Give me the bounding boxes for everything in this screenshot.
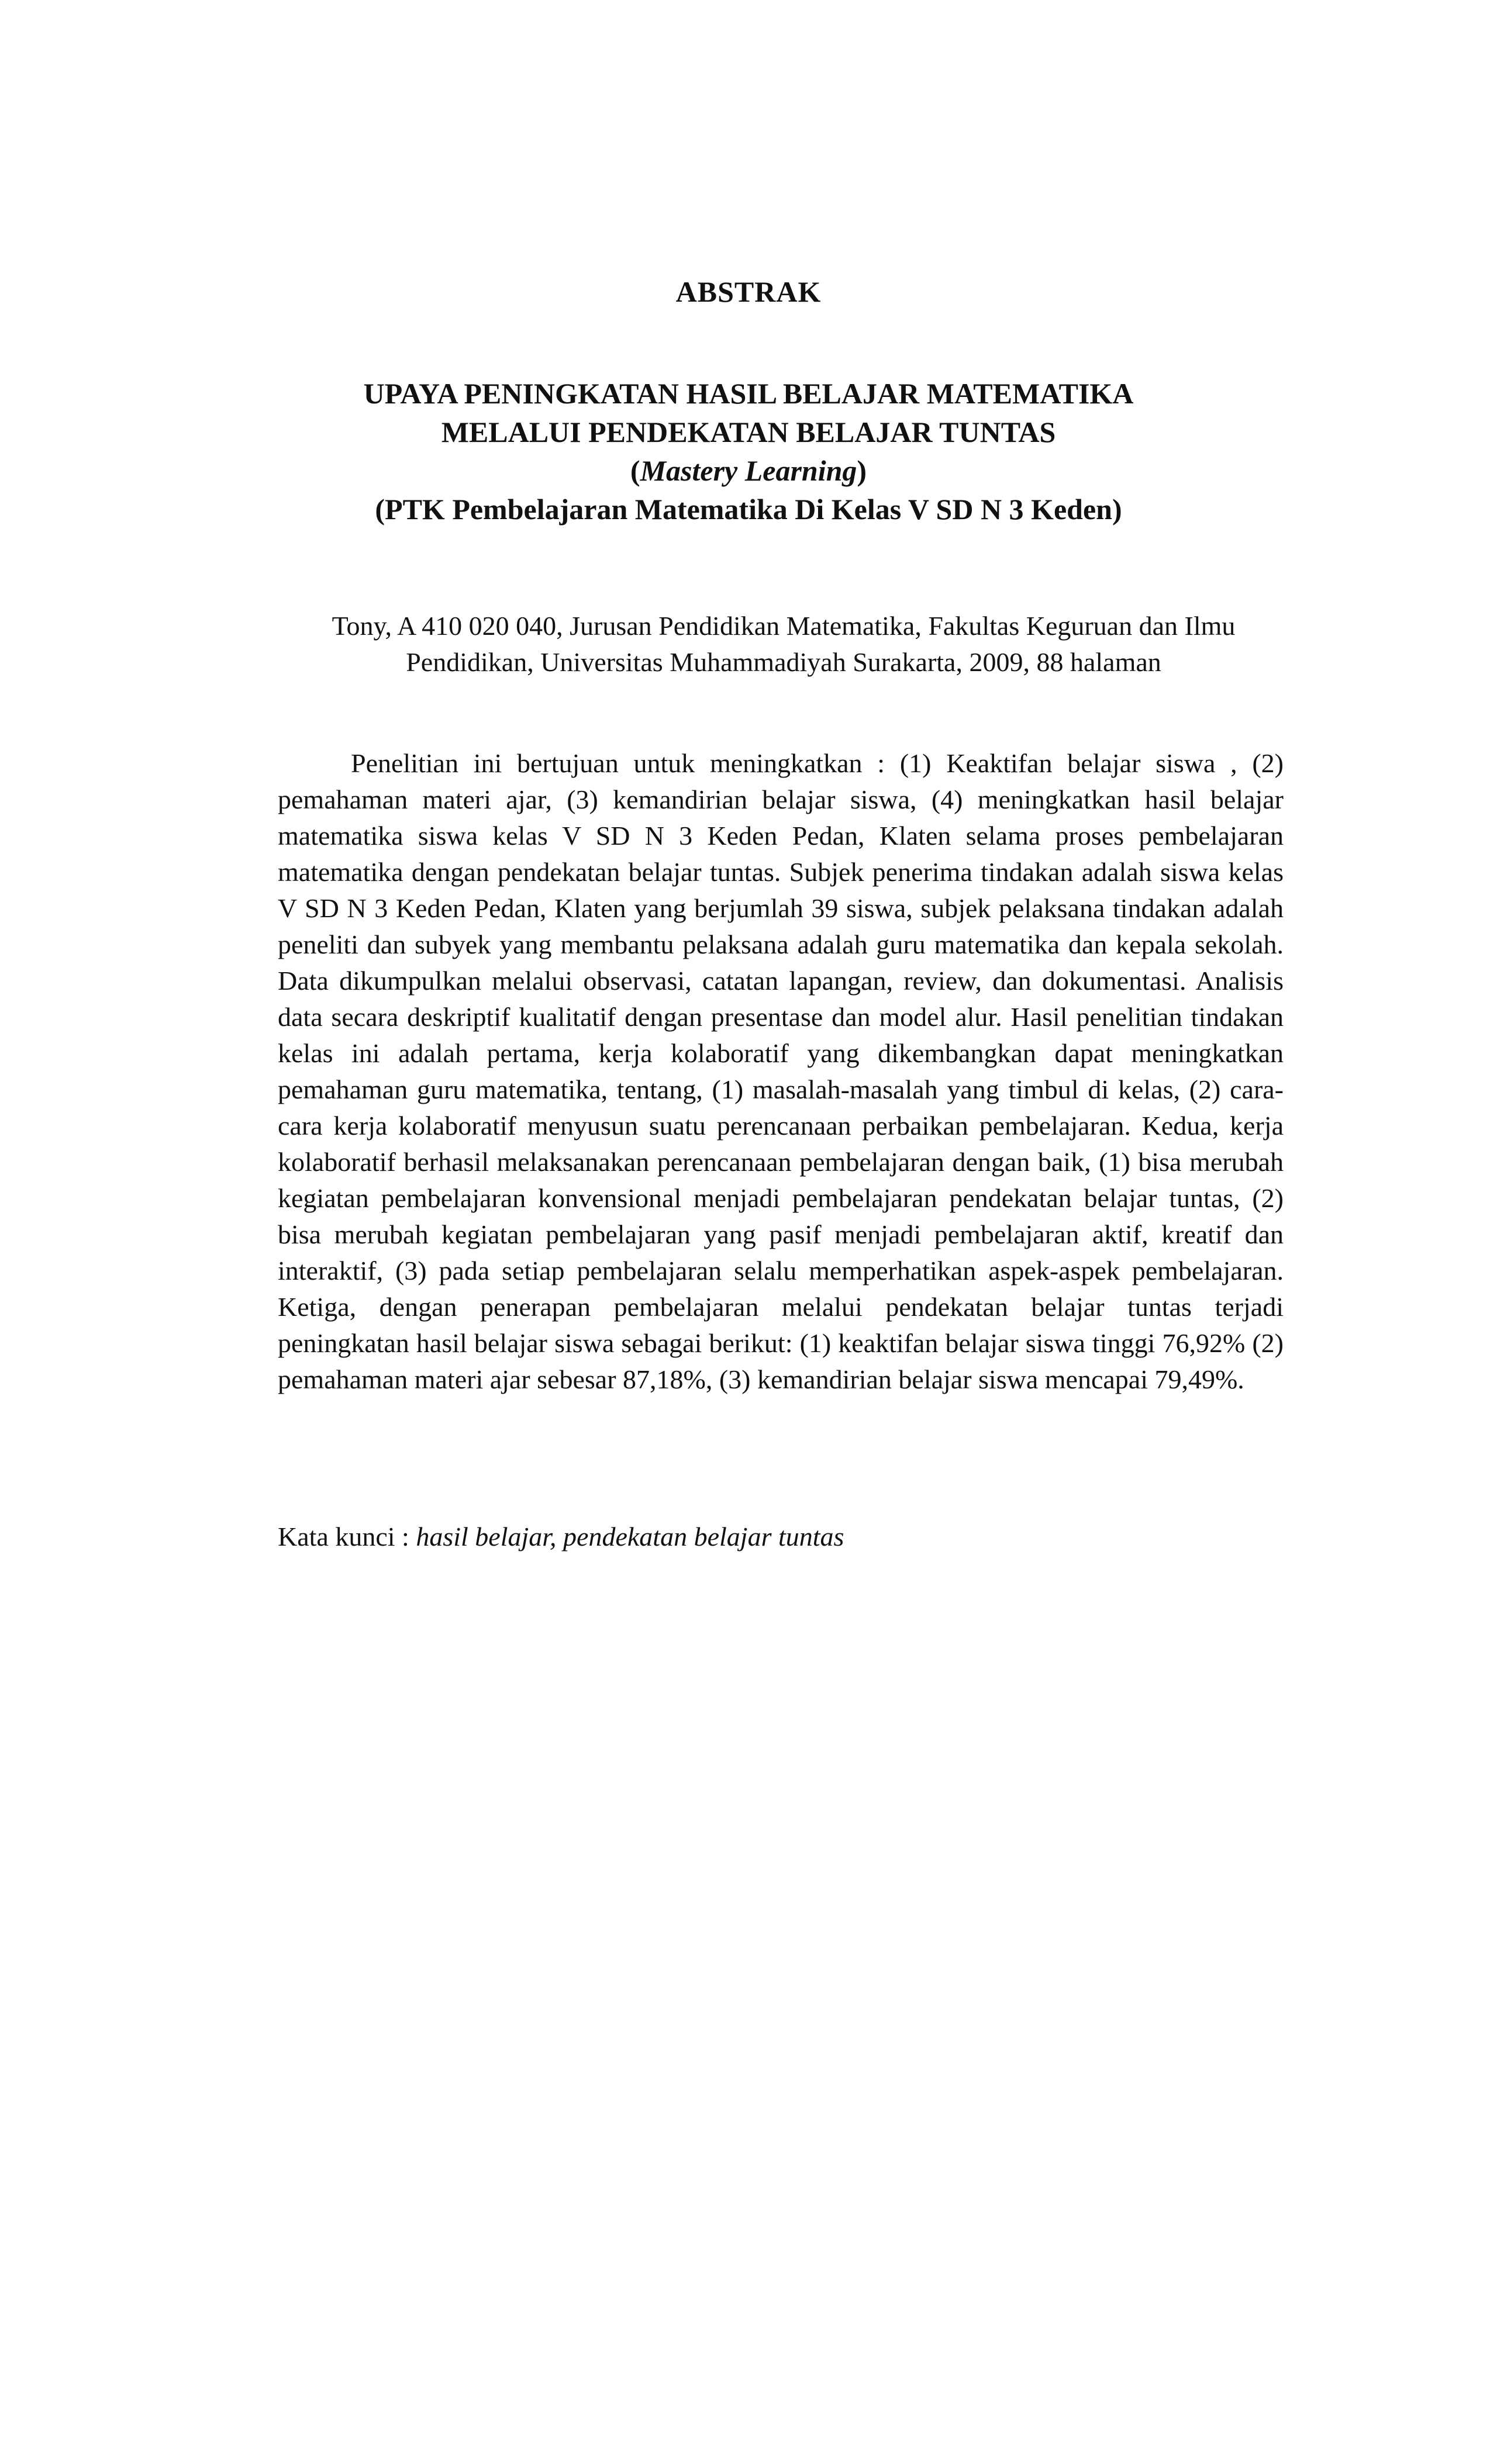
abstract-label: ABSTRAK <box>675 275 822 308</box>
keywords <box>278 1519 1284 1555</box>
author-meta: Tony, A 410 020 040, Jurusan Pendidikan Matematika, Fakultas Keguruan dan Ilmu Pendidikan, Universitas Muhammadiyah Surakarta, 2009, 88 halaman <box>332 611 1236 677</box>
keywords-label: Kata kunci : <box>278 1522 416 1551</box>
title-line-3-close: ) <box>857 454 867 487</box>
abstract-text: Penelitian ini bertujuan untuk meningkatkan : (1) Keaktifan belajar siswa , (2) pemahaman materi ajar, (3) kemandirian belajar siswa, (4) meningkatkan hasil belajar matematika siswa kelas V SD N 3 Keden Pedan, Klaten selama proses pembelajaran matematika dengan pendekatan belajar tuntas. Subjek penerima tindakan adalah siswa kelas V SD N 3 Keden Pedan, Klaten yang berjumlah 39 siswa, subjek pelaksana tindakan adalah peneliti dan subyek yang membantu pelaksana adalah guru matematika dan kepala sekolah. Data dikumpulkan melalui observasi, catatan lapangan, review, dan dokumentasi. Analisis data secara deskriptif kualitatif dengan presentase dan model alur. Hasil penelitian tindakan kelas ini adalah pertama, kerja kolaboratif yang dikembangkan dapat meningkatkan pemahaman guru matematika, tentang, (1) masalah-masalah yang timbul di kelas, (2) cara-cara kerja kolaboratif menyusun suatu perencanaan perbaikan pembelajaran. Kedua, kerja kolaboratif berhasil melaksanakan perencanaan pembelajaran dengan baik, (1) bisa merubah kegiatan pembelajaran konvensional menjadi pembelajaran pendekatan belajar tuntas, (2) bisa merubah kegiatan pembelajaran yang pasif menjadi pembelajaran aktif, kreatif dan interaktif, (3) pada setiap pembelajaran selalu memperhatikan aspek-aspek pembelajaran. Ketiga, dengan penerapan pembelajaran melalui pendekatan belajar tuntas terjadi peningkatan hasil belajar siswa sebagai berikut: (1) keaktifan belajar siswa tinggi 76,92% (2) pemahaman materi ajar sebesar 87,18%, (3) kemandirian belajar siswa mencapai 79,49%. <box>278 748 1284 1394</box>
abstract-paragraph <box>278 745 1284 1398</box>
title-line-3 <box>0 451 1497 490</box>
keywords-values: hasil belajar, pendekatan belajar tuntas <box>416 1522 844 1551</box>
title-line-3-italic: Mastery Learning <box>640 454 857 487</box>
title-line-2: MELALUI PENDEKATAN BELAJAR TUNTAS <box>441 416 1056 448</box>
title-line-3-open: ( <box>630 454 640 487</box>
paper-title <box>0 374 1497 528</box>
title-line-4: (PTK Pembelajaran Matematika Di Kelas V SD N 3 Keden) <box>375 493 1122 526</box>
title-line-1: UPAYA PENINGKATAN HASIL BELAJAR MATEMATIKA <box>363 377 1134 410</box>
